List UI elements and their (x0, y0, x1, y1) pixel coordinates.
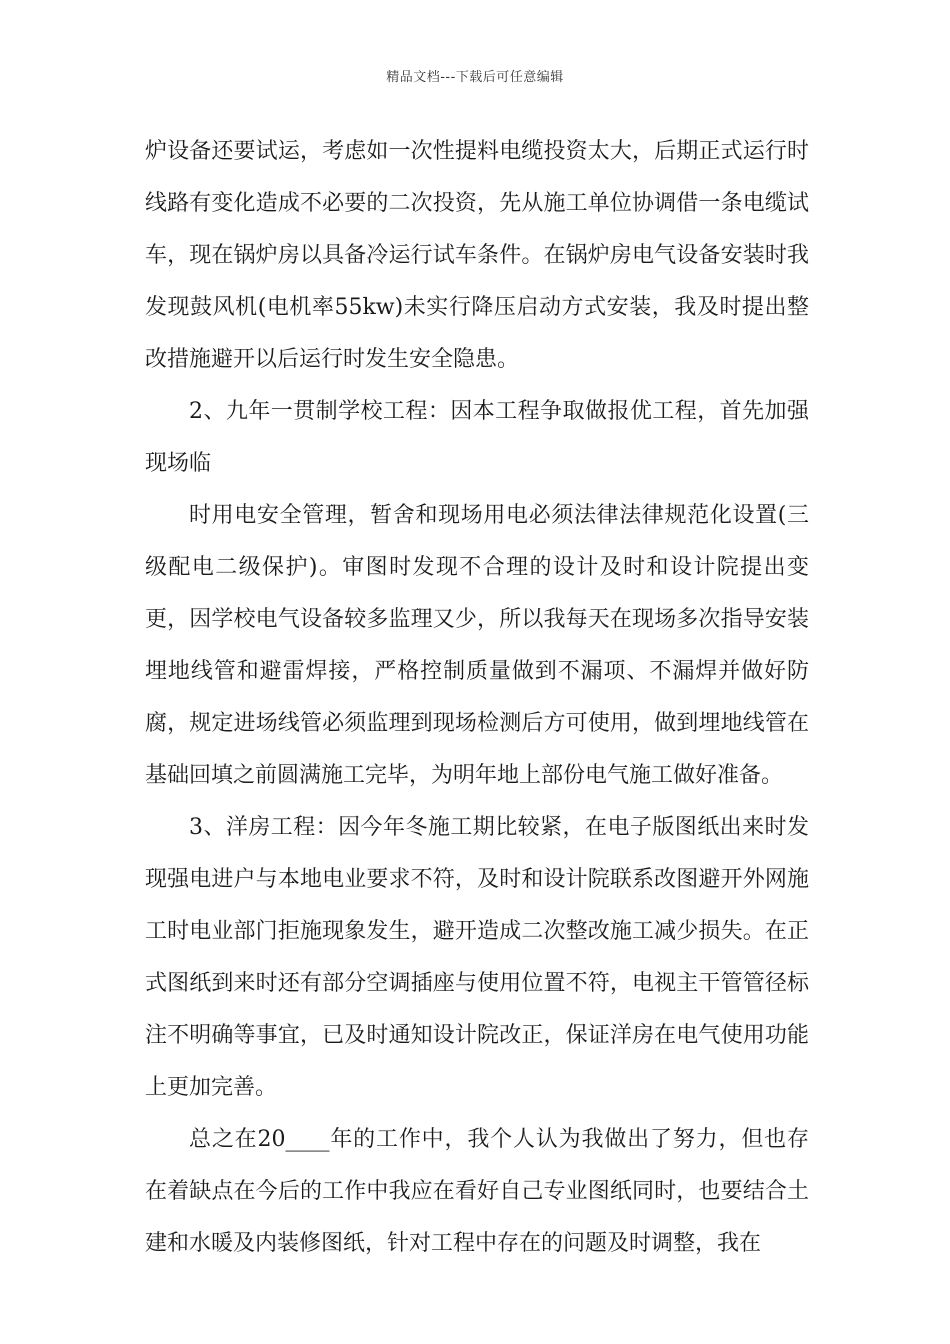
document-body (145, 126, 809, 1270)
paragraph-boiler-room: 炉设备还要试运，考虑如一次性提料电缆投资太大，后期正式运行时线路有变化造成不必要的二次投资，先从施工单位协调借一条电缆试车，现在锅炉房以具备冷运行试车条件。在锅炉房电气设备安装时我发现鼓风机(电机率55kw)未实行降压启动方式安装，我及时提出整改措施避开以后运行时发生安全隐患。 (145, 139, 809, 372)
paragraph-temporary-power: 时用电安全管理，暂舍和现场用电必须法律法律规范化设置(三级配电二级保护)。审图时发现不合理的设计及时和设计院提出变更，因学校电气设备较多监理又少，所以我每天在现场多次指导安装埋地线管和避雷焊接，严格控制质量做到不漏项、不漏焊并做好防腐，规定进场线管必须监理到现场检测后方可使用，做到埋地线管在基础回填之前圆满施工完毕，为明年地上部份电气施工做好准备。 (145, 503, 809, 788)
paragraph-villa-project: 3、洋房工程：因今年冬施工期比较紧，在电子版图纸出来时发现强电进户与本地电业要求不符，及时和设计院联系改图避开外网施工时电业部门拒施现象发生，避开造成二次整改施工减少损失。在正式图纸到来时还有部分空调插座与使用位置不符，电视主干管管径标注不明确等事宜，已及时通知设计院改正，保证洋房在电气使用功能上更加完善。 (145, 815, 809, 1100)
paragraph-school-project-heading: 2、九年一贯制学校工程：因本工程争取做报优工程，首先加强现场临 (145, 399, 809, 476)
paragraph-summary: 总之在20____年的工作中，我个人认为我做出了努力，但也存在着缺点在今后的工作中我应在看好自己专业图纸同时，也要结合土建和水暖及内装修图纸，针对工程中存在的问题及时调整，我在 (145, 1127, 809, 1256)
page-header: 精品文档---下载后可任意编辑 (386, 70, 564, 85)
